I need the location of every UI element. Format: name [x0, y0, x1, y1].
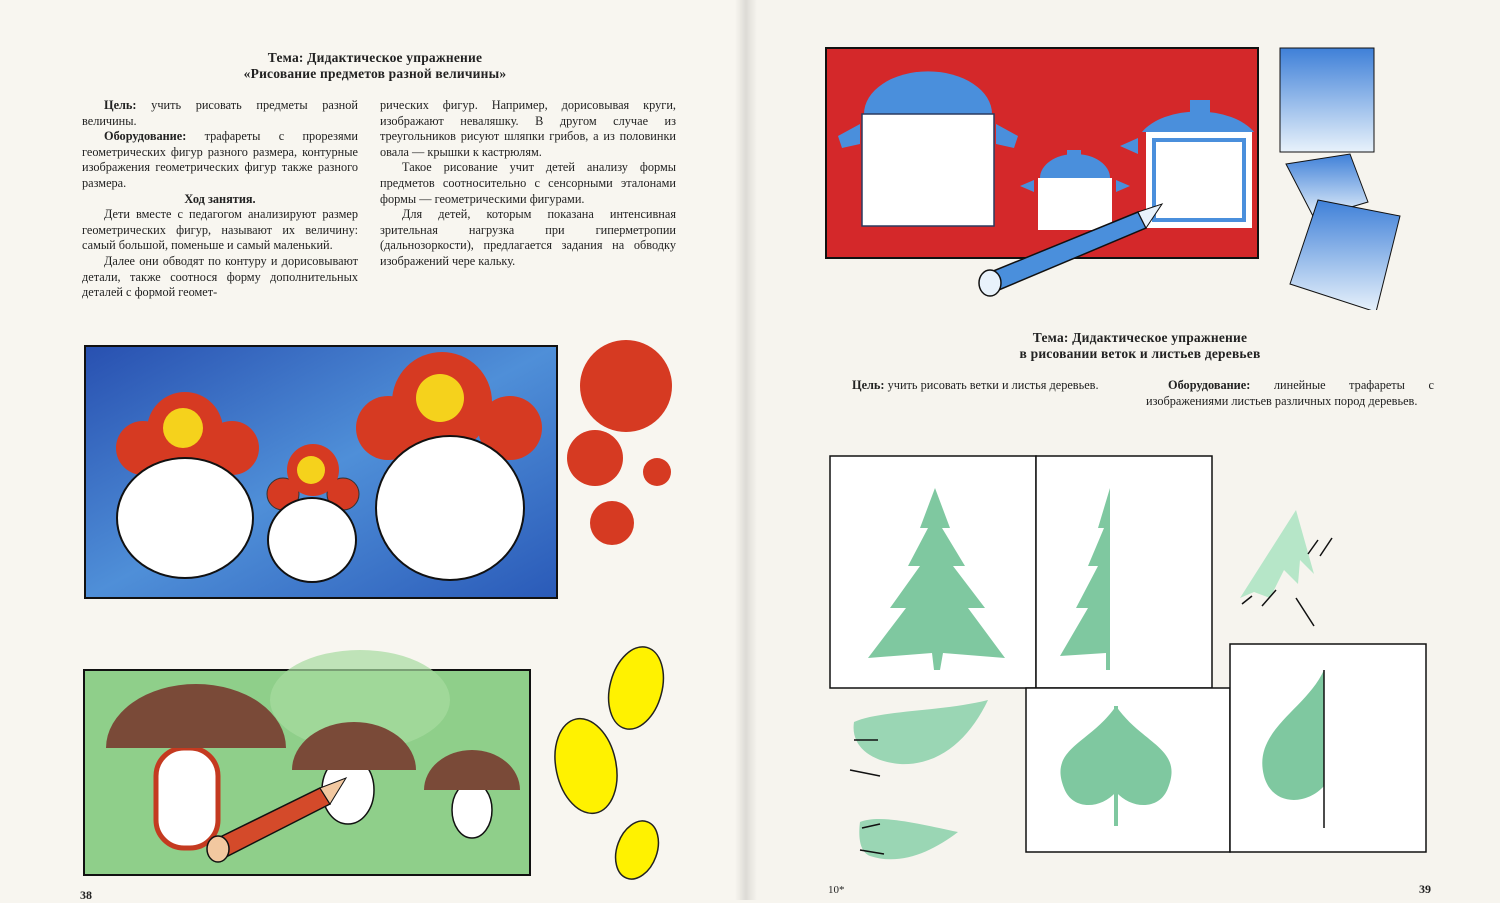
goal-text: учить рисовать предметы разной величины. — [82, 98, 358, 128]
lesson-heading: Ход занятия. — [184, 191, 256, 206]
left-title-line2: «Рисование предметов разной величины» — [243, 66, 507, 81]
signature-mark: 10* — [828, 884, 845, 896]
right-equipment-text: линейные трафареты с изображениями листьев различных пород деревьев. — [1146, 378, 1434, 408]
page-gutter — [735, 0, 757, 900]
red-circle-medium — [567, 430, 623, 486]
left-page-title — [150, 50, 600, 82]
blue-tile-top — [1280, 48, 1374, 152]
right-goal-label: Цель: — [852, 378, 885, 392]
left-col2-paragraph-1: рических фигур. Например, дорисовывая круги, изображают неваляшку. В другом случае из треугольников рисуют шляпки грибов, а из половинки овала — крышки к кастрюлям. — [380, 98, 676, 159]
right-equipment — [1146, 378, 1434, 409]
right-page-title — [930, 330, 1350, 362]
left-column-1 — [82, 98, 358, 301]
goal-label: Цель: — [104, 98, 137, 112]
left-col2-paragraph-2: Такое рисование учит детей анализу формы предметов соотносительно с сенсорными эталонами формы — геометрическими фигурами. — [380, 160, 676, 206]
mushroom-illustration — [0, 640, 740, 885]
right-title-line1: Тема: Дидактическое упражнение — [1032, 330, 1248, 345]
right-goal-text: учить рисовать ветки и листья деревьев. — [884, 378, 1099, 392]
leaf-fragment-1 — [854, 700, 988, 764]
right-page-number: 39 — [1419, 882, 1431, 896]
yellow-oval-1 — [600, 641, 672, 736]
right-page — [740, 0, 1500, 900]
left-col1-paragraph-1: Дети вместе с педагогом анализируют размер геометрических фигур, называют их величину: самый большой, поменьше и самый маленький. — [82, 207, 358, 253]
left-title-line1: Тема: Дидактическое упражнение — [267, 50, 483, 65]
left-column-2 — [380, 98, 676, 270]
right-title-line2: в рисовании веток и листьев деревьев — [1019, 346, 1261, 361]
blue-tile-bottom — [1290, 200, 1400, 310]
equipment-label: Оборудование: — [104, 129, 187, 144]
left-col2-paragraph-3: Для детей, которым показана интенсивная зрительная нагрузка при гиперметропии (дальнозоркости), предлагается задания на обводку изображений чере кальку. — [380, 207, 676, 268]
leaf-card-half — [1230, 644, 1426, 852]
tree-fragment — [1240, 510, 1314, 598]
right-equipment-label: Оборудование: — [1168, 378, 1251, 392]
equipment-text: трафареты с прорезями геометрических фигур разного размера, контурные изображения геометрических фигур также разного размера. — [82, 129, 358, 190]
left-col1-paragraph-2: Далее они обводят по контуру и дорисовывают детали, также соотнося форму дополнительных деталей с формой геомет- — [82, 253, 358, 300]
pots-illustration — [820, 40, 1500, 310]
yellow-oval-3 — [608, 815, 666, 885]
yellow-oval-2 — [547, 713, 626, 819]
right-goal — [830, 378, 1114, 394]
red-circle-tiny — [643, 458, 671, 486]
left-page — [0, 0, 740, 900]
trees-leaves-illustration — [820, 448, 1500, 868]
red-circle-small — [590, 501, 634, 545]
red-circle-large — [580, 340, 672, 432]
matryoshka-illustration — [0, 330, 740, 610]
left-page-number: 38 — [80, 888, 92, 902]
